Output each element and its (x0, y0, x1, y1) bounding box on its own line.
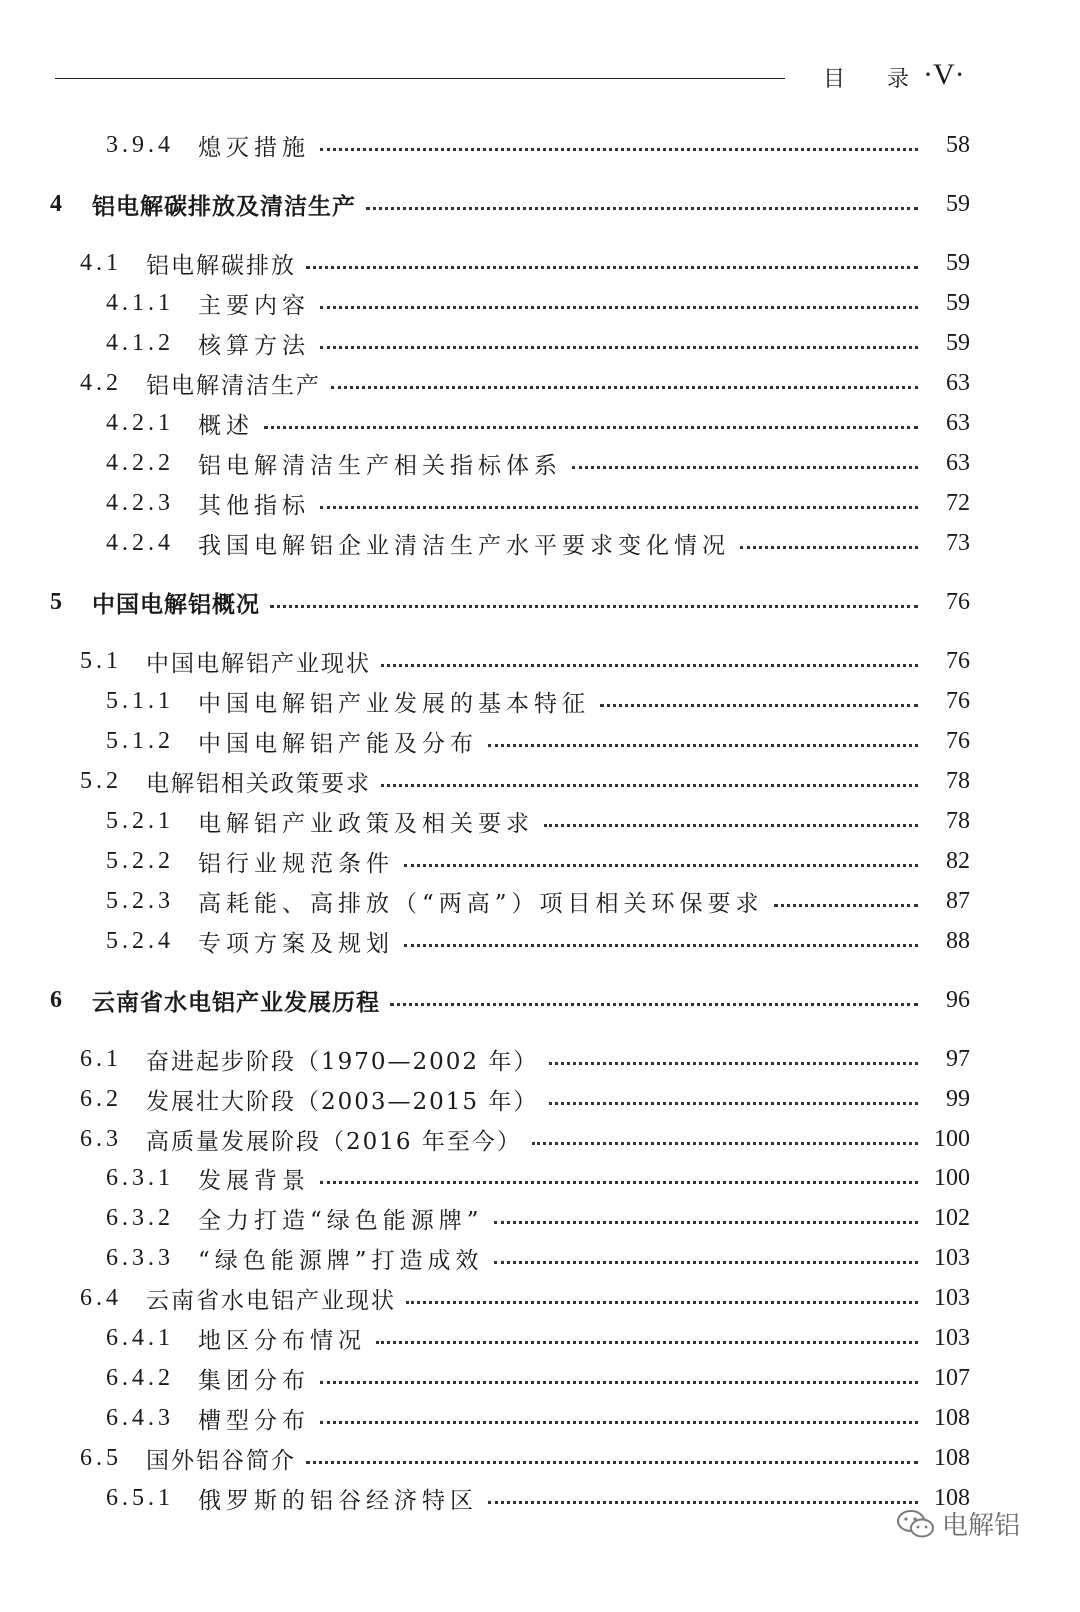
watermark-text: 电解铝 (941, 1511, 1020, 1541)
toc-entry-page: 103 (934, 1324, 970, 1351)
toc-entry-number: 6.1 (80, 1045, 122, 1072)
toc-entry-number: 6.4.2 (106, 1364, 174, 1391)
watermark (896, 1505, 1020, 1542)
toc-entry-number: 4.2.3 (106, 489, 174, 516)
toc-entry-number: 4.1 (80, 249, 122, 276)
header-page-number: ·V· (923, 58, 965, 91)
toc-entry-page: 96 (946, 986, 970, 1013)
toc-entry-number: 4.2.4 (106, 529, 174, 556)
toc-entry-number: 5 (50, 588, 62, 615)
toc-entry-title: 专项方案及规划 (198, 930, 394, 957)
toc-leader-dots (381, 784, 918, 787)
toc-entry-number: 6.3.2 (106, 1204, 174, 1231)
toc-entry[interactable] (0, 1122, 1080, 1156)
toc-entry[interactable] (0, 983, 1080, 1017)
toc-entry-title: 电解铝产业政策及相关要求 (198, 810, 534, 837)
toc-entry-page: 97 (946, 1045, 970, 1072)
toc-entry[interactable] (0, 764, 1080, 798)
toc-entry[interactable] (0, 1321, 1080, 1355)
toc-entry-page: 59 (946, 249, 970, 276)
toc-leader-dots (320, 1181, 918, 1184)
toc-entry-title: 高耗能、高排放（“两高”）项目相关环保要求 (198, 890, 764, 917)
toc-entry[interactable] (0, 486, 1080, 520)
toc-leader-dots (549, 1102, 918, 1105)
toc-entry-page: 108 (934, 1444, 970, 1471)
toc-leader-dots (320, 1381, 918, 1384)
toc-entry[interactable] (0, 128, 1080, 162)
toc-entry-number: 6.4.1 (106, 1324, 174, 1351)
toc-entry[interactable] (0, 1401, 1080, 1435)
toc-entry-title: 铝电解碳排放 (146, 252, 296, 279)
toc-entry-page: 102 (934, 1204, 970, 1231)
toc-entry-title: 高质量发展阶段（2016 年至今） (146, 1128, 522, 1155)
toc-entry-page: 78 (946, 807, 970, 834)
toc-leader-dots (544, 824, 918, 827)
toc-entry[interactable] (0, 1361, 1080, 1395)
toc-entry-page: 78 (946, 767, 970, 794)
toc-entry-title: 地区分布情况 (198, 1327, 366, 1354)
toc-leader-dots (488, 744, 918, 747)
toc-entry-number: 5.2 (80, 767, 122, 794)
toc-entry-page: 59 (946, 329, 970, 356)
toc-entry-title: 槽型分布 (198, 1407, 310, 1434)
toc-entry[interactable] (0, 1441, 1080, 1475)
toc-entry[interactable] (0, 406, 1080, 440)
toc-entry-number: 4.2 (80, 369, 122, 396)
toc-leader-dots (390, 1003, 918, 1006)
toc-entry[interactable] (0, 1082, 1080, 1116)
toc-entry-title: 主要内容 (198, 292, 310, 319)
toc-entry-title: 全力打造“绿色能源牌” (198, 1207, 484, 1234)
toc-entry[interactable] (0, 1241, 1080, 1275)
toc-entry-title: 铝电解碳排放及清洁生产 (92, 193, 356, 220)
toc-leader-dots (264, 426, 918, 429)
toc-entry-page: 103 (934, 1244, 970, 1271)
toc-entry-number: 6.5.1 (106, 1484, 174, 1511)
toc-leader-dots (320, 148, 918, 151)
toc-leader-dots (404, 864, 918, 867)
toc-entry-number: 5.1 (80, 647, 122, 674)
toc-entry[interactable] (0, 1161, 1080, 1195)
toc-entry-page: 76 (946, 727, 970, 754)
toc-entry-title: 集团分布 (198, 1367, 310, 1394)
toc-entry-number: 4.2.2 (106, 449, 174, 476)
toc-entry-page: 103 (934, 1284, 970, 1311)
toc-entry-page: 58 (946, 131, 970, 158)
toc-entry[interactable] (0, 924, 1080, 958)
toc-entry-number: 4 (50, 190, 62, 217)
toc-entry-number: 5.1.2 (106, 727, 174, 754)
toc-entry-page: 108 (934, 1404, 970, 1431)
toc-entry-title: 中国电解铝产能及分布 (198, 730, 478, 757)
toc-entry-title: 发展背景 (198, 1167, 310, 1194)
toc-entry-title: 概述 (198, 412, 254, 439)
toc-entry-title: 国外铝谷简介 (146, 1447, 296, 1474)
toc-entry[interactable] (0, 1042, 1080, 1076)
toc-entry-number: 6.2 (80, 1085, 122, 1112)
toc-entry[interactable] (0, 446, 1080, 480)
toc-entry-title: “绿色能源牌”打造成效 (198, 1247, 484, 1274)
toc-entry[interactable] (0, 1201, 1080, 1235)
toc-entry-number: 6.5 (80, 1444, 122, 1471)
toc-leader-dots (381, 664, 918, 667)
toc-entry-page: 63 (946, 409, 970, 436)
toc-entry-number: 6.3.1 (106, 1164, 174, 1191)
toc-entry-title: 我国电解铝企业清洁生产水平要求变化情况 (198, 532, 730, 559)
toc-entry-page: 108 (934, 1484, 970, 1511)
toc-leader-dots (320, 306, 918, 309)
toc-entry-page: 99 (946, 1085, 970, 1112)
toc-entry-number: 5.2.1 (106, 807, 174, 834)
toc-leader-dots (774, 904, 918, 907)
toc-entry[interactable] (0, 1281, 1080, 1315)
wechat-icon (896, 1509, 936, 1539)
toc-entry-number: 6 (50, 986, 62, 1013)
toc-entry[interactable] (0, 366, 1080, 400)
toc-entry-page: 59 (946, 289, 970, 316)
toc-entry-page: 76 (946, 647, 970, 674)
toc-entry-number: 6.3 (80, 1125, 122, 1152)
toc-entry-number: 5.1.1 (106, 687, 174, 714)
toc-entry-page: 63 (946, 449, 970, 476)
header-label-a: 目 (823, 67, 848, 92)
toc-entry-number: 4.2.1 (106, 409, 174, 436)
toc-entry-number: 4.1.2 (106, 329, 174, 356)
toc-entry[interactable] (0, 884, 1080, 918)
toc-entry-title: 铝行业规范条件 (198, 850, 394, 877)
toc-leader-dots (488, 1501, 918, 1504)
toc-leader-dots (331, 386, 918, 389)
toc-leader-dots (320, 506, 918, 509)
toc-entry-title: 云南省水电铝产业现状 (146, 1287, 396, 1314)
toc-entry[interactable] (0, 684, 1080, 718)
toc-entry-page: 88 (946, 927, 970, 954)
toc-entry-title: 奋进起步阶段（1970—2002 年） (146, 1048, 539, 1075)
toc-entry-number: 6.3.3 (106, 1244, 174, 1271)
toc-entry-title: 核算方法 (198, 332, 310, 359)
toc-entry-title: 铝电解清洁生产 (146, 372, 321, 399)
toc-entry-page: 107 (934, 1364, 970, 1391)
toc-entry-page: 72 (946, 489, 970, 516)
header-label-b: 录 (887, 67, 912, 92)
toc-leader-dots (270, 605, 918, 608)
toc-entry[interactable] (0, 804, 1080, 838)
toc-leader-dots (494, 1261, 918, 1264)
toc-entry-title: 熄灭措施 (198, 134, 310, 161)
toc-leader-dots (376, 1341, 918, 1344)
toc-entry-number: 6.4 (80, 1284, 122, 1311)
toc-entry-page: 63 (946, 369, 970, 396)
toc-leader-dots (306, 266, 918, 269)
toc-entry[interactable] (0, 585, 1080, 619)
toc-entry[interactable] (0, 844, 1080, 878)
toc-entry-title: 中国电解铝产业发展的基本特征 (198, 690, 590, 717)
toc-entry-title: 俄罗斯的铝谷经济特区 (198, 1487, 478, 1514)
toc-entry-number: 5.2.3 (106, 887, 174, 914)
toc-entry-page: 100 (934, 1125, 970, 1152)
toc-entry-title: 发展壮大阶段（2003—2015 年） (146, 1088, 539, 1115)
toc-entry-number: 4.1.1 (106, 289, 174, 316)
toc-leader-dots (572, 466, 918, 469)
toc-leader-dots (740, 546, 918, 549)
toc-entry-title: 铝电解清洁生产相关指标体系 (198, 452, 562, 479)
toc-entry-number: 5.2.2 (106, 847, 174, 874)
toc-entry-number: 3.9.4 (106, 131, 174, 158)
toc-leader-dots (320, 346, 918, 349)
toc-leader-dots (494, 1221, 918, 1224)
toc-leader-dots (320, 1421, 918, 1424)
toc-entry-title: 云南省水电铝产业发展历程 (92, 989, 380, 1016)
toc-entry-page: 73 (946, 529, 970, 556)
toc-entry[interactable] (0, 286, 1080, 320)
toc-entry-title: 其他指标 (198, 492, 310, 519)
toc-entry-page: 76 (946, 588, 970, 615)
toc-entry-number: 6.4.3 (106, 1404, 174, 1431)
toc-entry[interactable] (0, 187, 1080, 221)
toc-entry[interactable] (0, 644, 1080, 678)
toc-leader-dots (406, 1301, 918, 1304)
toc-entry-page: 87 (946, 887, 970, 914)
toc-entry-number: 5.2.4 (106, 927, 174, 954)
toc-entry[interactable] (0, 724, 1080, 758)
toc-leader-dots (366, 207, 918, 210)
toc-entry-page: 100 (934, 1164, 970, 1191)
toc-entry[interactable] (0, 526, 1080, 560)
toc-leader-dots (549, 1062, 918, 1065)
toc-leader-dots (306, 1461, 918, 1464)
toc-leader-dots (600, 704, 918, 707)
toc-entry-title: 中国电解铝产业现状 (146, 650, 371, 677)
toc-leader-dots (532, 1142, 918, 1145)
toc-entry-title: 中国电解铝概况 (92, 591, 260, 618)
toc-entry-page: 82 (946, 847, 970, 874)
toc-entry[interactable] (0, 326, 1080, 360)
toc-leader-dots (404, 944, 918, 947)
toc-entry-page: 76 (946, 687, 970, 714)
toc-entry-title: 电解铝相关政策要求 (146, 770, 371, 797)
toc-entry-page: 59 (946, 190, 970, 217)
toc-entry[interactable] (0, 246, 1080, 280)
